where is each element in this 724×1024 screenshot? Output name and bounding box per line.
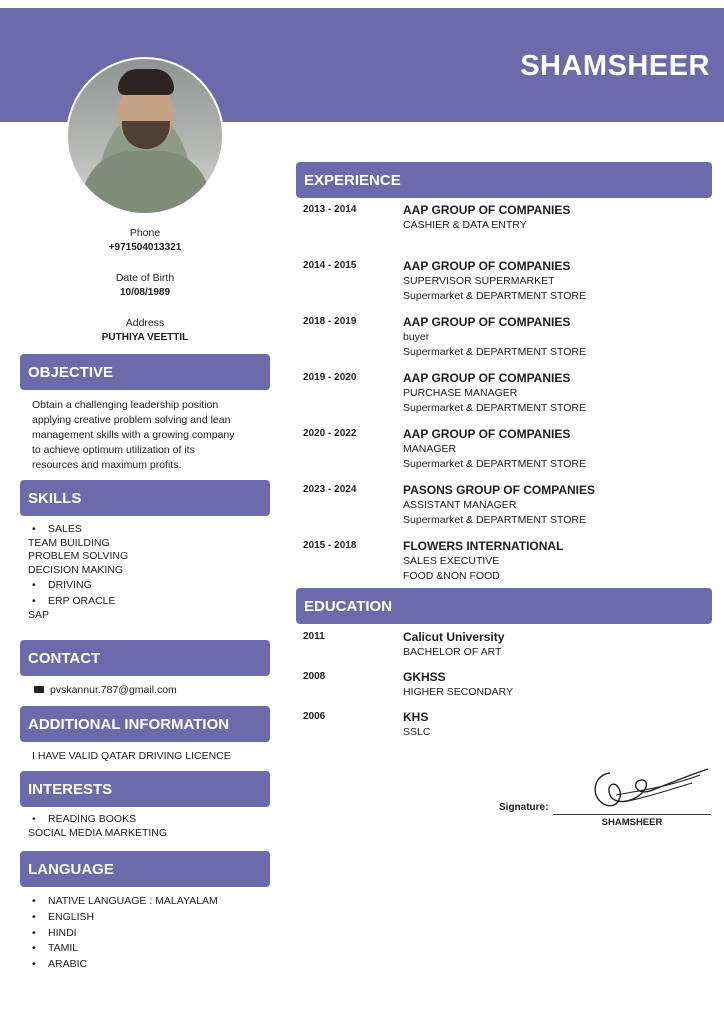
bullet-icon xyxy=(28,579,48,591)
skill-item-erp-oracle: • ERP ORACLE xyxy=(28,595,268,609)
experience-role: PURCHASE MANAGER xyxy=(403,387,518,399)
phone-block xyxy=(20,227,270,253)
objective-heading: OBJECTIVE xyxy=(20,354,270,390)
interests-list xyxy=(28,813,268,840)
education-school: KHS xyxy=(403,710,429,724)
skill-item-decision-making: DECISION MAKING xyxy=(28,563,124,576)
experience-years: 2014 - 2015 xyxy=(303,260,357,271)
objective-text xyxy=(32,398,268,473)
experience-org: AAP GROUP OF COMPANIES xyxy=(403,371,571,385)
photo-hair xyxy=(118,69,174,95)
bullet-icon xyxy=(28,942,48,954)
signature-name: SHAMSHEER xyxy=(601,817,663,828)
experience-detail: Supermarket & DEPARTMENT STORE xyxy=(403,346,587,358)
objective-line: Obtain a challenging leadership position xyxy=(32,399,219,411)
bullet-icon xyxy=(28,927,48,939)
dob-block xyxy=(20,272,270,298)
experience-org: AAP GROUP OF COMPANIES xyxy=(403,203,571,217)
bullet-icon xyxy=(28,895,48,907)
experience-heading: EXPERIENCE xyxy=(296,162,712,198)
language-item: • NATIVE LANGUAGE : MALAYALAM xyxy=(28,894,268,910)
experience-role: buyer xyxy=(403,331,430,343)
interest-item: SOCIAL MEDIA MARKETING xyxy=(28,826,168,839)
skill-item-sales: • SALES xyxy=(28,523,268,537)
experience-detail: Supermarket & DEPARTMENT STORE xyxy=(403,458,587,470)
experience-years: 2018 - 2019 xyxy=(303,316,357,327)
experience-role: SUPERVISOR SUPERMARKET xyxy=(403,275,555,287)
bullet-icon xyxy=(28,958,48,970)
language-item: • TAMIL xyxy=(28,941,268,957)
skill-item-problem-solving: PROBLEM SOLVING xyxy=(28,550,129,563)
skill-item-driving: • DRIVING xyxy=(28,579,268,593)
experience-org: AAP GROUP OF COMPANIES xyxy=(403,427,571,441)
interest-item: • READING BOOKS xyxy=(28,813,268,827)
language-item: • ARABIC xyxy=(28,957,268,973)
skill-item-sap: SAP xyxy=(28,608,50,621)
language-item: • HINDI xyxy=(28,926,268,942)
bullet-icon xyxy=(28,595,48,607)
education-degree: BACHELOR OF ART xyxy=(403,646,502,658)
education-degree: SSLC xyxy=(403,726,431,738)
skill-item-team-building: TEAM BUILDING xyxy=(28,536,110,549)
experience-detail: Supermarket & DEPARTMENT STORE xyxy=(403,514,587,526)
objective-line: management skills with a growing company xyxy=(32,429,235,441)
objective-line: applying creative problem solving and lean xyxy=(32,414,231,426)
experience-role: ASSISTANT MANAGER xyxy=(403,499,517,511)
language-item: • ENGLISH xyxy=(28,910,268,926)
dob-label: Date of Birth xyxy=(115,272,175,284)
education-school: GKHSS xyxy=(403,670,446,684)
handwritten-signature xyxy=(588,765,712,813)
photo-shirt xyxy=(82,151,210,215)
experience-role: CASHIER & DATA ENTRY xyxy=(403,219,527,231)
contact-email-row xyxy=(34,683,270,698)
additional-info-text: I HAVE VALID QATAR DRIVING LICENCE xyxy=(32,750,231,762)
experience-role: SALES EXECUTIVE xyxy=(403,555,500,567)
experience-detail: Supermarket & DEPARTMENT STORE xyxy=(403,290,587,302)
experience-org: FLOWERS INTERNATIONAL xyxy=(403,539,564,553)
objective-line: to achieve optimum utilization of its xyxy=(32,444,195,456)
contact-heading: CONTACT xyxy=(20,640,270,676)
address-label: Address xyxy=(125,317,165,329)
bullet-icon xyxy=(28,813,48,825)
experience-org: AAP GROUP OF COMPANIES xyxy=(403,315,571,329)
signature-label: Signature: xyxy=(499,802,549,813)
experience-years: 2023 - 2024 xyxy=(303,484,357,495)
additional-info-heading: ADDITIONAL INFORMATION xyxy=(20,706,270,742)
skills-list xyxy=(28,523,268,622)
experience-org: AAP GROUP OF COMPANIES xyxy=(403,259,571,273)
language-heading: LANGUAGE xyxy=(20,851,270,887)
address-value: PUTHIYA VEETTIL xyxy=(101,332,189,343)
education-year: 2011 xyxy=(303,631,325,642)
profile-photo xyxy=(66,57,224,215)
experience-detail: Supermarket & DEPARTMENT STORE xyxy=(403,402,587,414)
experience-detail: FOOD &NON FOOD xyxy=(403,570,500,582)
experience-years: 2020 - 2022 xyxy=(303,428,357,439)
interests-heading: INTERESTS xyxy=(20,771,270,807)
address-block xyxy=(20,317,270,343)
experience-org: PASONS GROUP OF COMPANIES xyxy=(403,483,596,497)
dob-value: 10/08/1989 xyxy=(119,287,171,298)
skills-heading: SKILLS xyxy=(20,480,270,516)
education-year: 2008 xyxy=(303,671,326,682)
phone-value: +971504013321 xyxy=(108,242,182,253)
language-list xyxy=(28,894,268,973)
experience-years: 2015 - 2018 xyxy=(303,540,357,551)
experience-years: 2019 - 2020 xyxy=(303,372,357,383)
photo-beard xyxy=(122,121,170,149)
experience-years: 2013 - 2014 xyxy=(303,204,357,215)
bullet-icon xyxy=(28,911,48,923)
education-heading: EDUCATION xyxy=(296,588,712,624)
signature-line xyxy=(553,814,711,815)
objective-line: resources and maximum profits. xyxy=(32,459,182,471)
candidate-name: SHAMSHEER xyxy=(520,50,710,82)
envelope-icon xyxy=(34,686,44,693)
contact-email[interactable]: pvskannur.787@gmail.com xyxy=(50,684,177,696)
bullet-icon xyxy=(28,523,48,535)
phone-label: Phone xyxy=(129,227,161,239)
education-degree: HIGHER SECONDARY xyxy=(403,686,514,698)
education-school: Calicut University xyxy=(403,630,505,644)
experience-role: MANAGER xyxy=(403,443,457,455)
education-year: 2006 xyxy=(303,711,326,722)
